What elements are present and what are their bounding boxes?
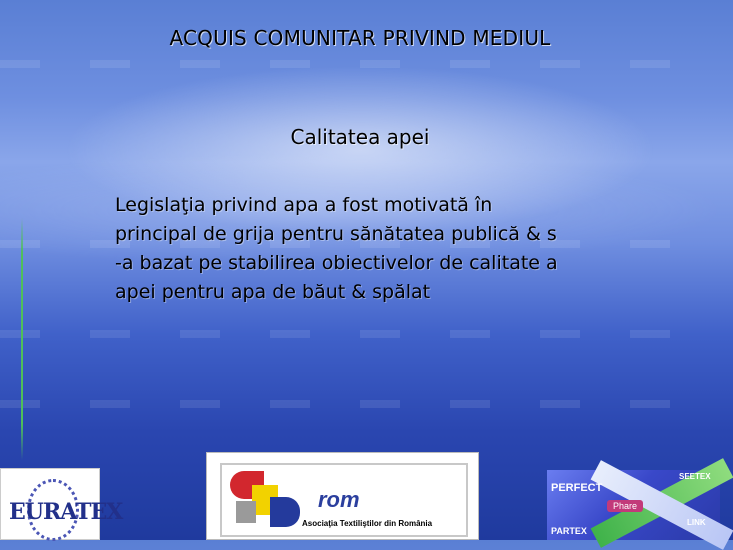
background-wave-4: [0, 400, 720, 408]
arterom-caption: Asociaţia Textiliştilor din România: [302, 519, 433, 528]
decorative-rule: [21, 218, 23, 460]
arterom-gray-block-icon: [236, 501, 256, 523]
body-line: -a bazat pe stabilirea obiectivelor de calitate a: [115, 252, 558, 274]
partex-label: PARTEX: [551, 526, 587, 536]
arterom-logo-frame: [220, 463, 468, 537]
link-label: LINK: [687, 518, 706, 527]
background-wave-1: [0, 60, 720, 68]
body-line: principal de grija pentru sănătatea publică & s: [115, 223, 557, 245]
perfect-label: PERFECT: [551, 482, 603, 494]
slide-title: ACQUIS COMUNITAR PRIVIND MEDIUL: [169, 26, 551, 50]
phare-label: Phare: [607, 500, 643, 512]
arterom-logo-text: rom: [318, 487, 360, 512]
arterom-blue-block-icon: [270, 497, 300, 527]
body-line: Legislaţia privind apa a fost motivată în: [115, 194, 493, 216]
background-wave-3: [0, 330, 720, 338]
euratex-logo: [0, 468, 123, 540]
euratex-logo-text: EURATEX: [9, 499, 123, 525]
slide-subtitle: Calitatea apei: [290, 125, 430, 149]
seetex-label: SEETEX: [679, 472, 711, 481]
perfect-phare-logo: [547, 470, 720, 540]
slide-body: [115, 191, 625, 307]
arterom-logo: [206, 452, 479, 540]
body-line: apei pentru apa de băut & spălat: [115, 281, 431, 303]
